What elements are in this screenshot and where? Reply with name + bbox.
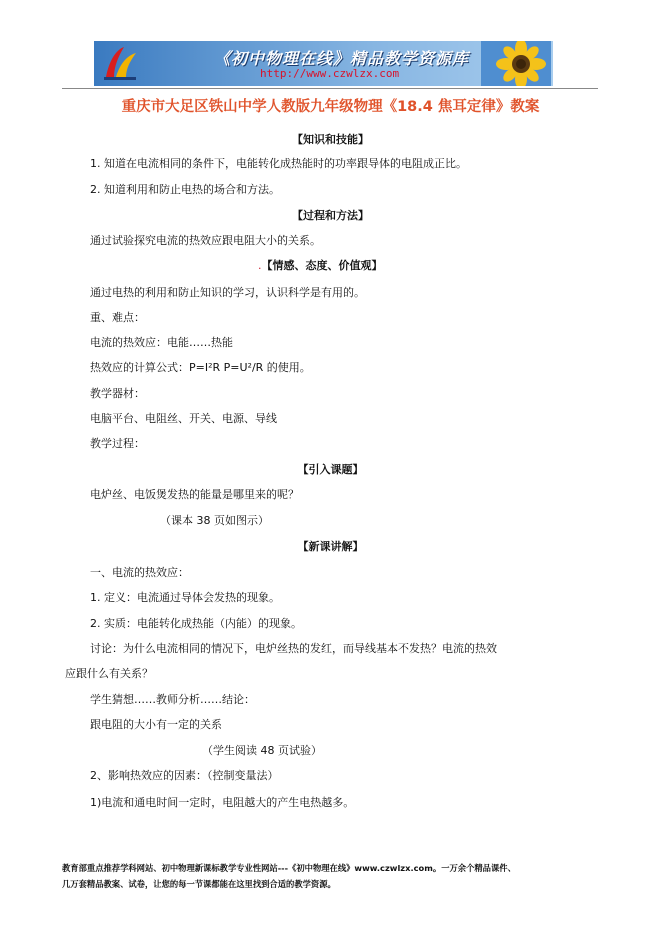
stray-mark: . bbox=[258, 259, 262, 272]
paragraph: 应跟什么有关系？ bbox=[65, 667, 153, 680]
paragraph: 电炉丝、电饭煲发热的能量是哪里来的呢？ bbox=[90, 488, 299, 501]
page-footer bbox=[62, 860, 602, 892]
footer-line: 教育部重点推荐学科网站、初中物理新课标教学专业性网站---《初中物理在线》www.czwlzx.com。一万余个精品课件、 bbox=[62, 863, 516, 873]
section-heading-new-lesson: 【新课讲解】 bbox=[297, 540, 364, 553]
paragraph: 1)电流和通电时间一定时，电阻越大的产生电热越多。 bbox=[90, 796, 355, 809]
section-heading-knowledge: 【知识和技能】 bbox=[292, 133, 369, 146]
paragraph: 电流的热效应：电能……热能 bbox=[90, 336, 233, 349]
paragraph: 2. 实质：电能转化成热能（内能）的现象。 bbox=[90, 617, 302, 630]
paragraph: 1. 知道在电流相同的条件下，电能转化成热能时的功率跟导体的电阻成正比。 bbox=[90, 157, 467, 170]
sunflower-icon bbox=[481, 41, 551, 86]
paragraph: 2、影响热效应的因素：（控制变量法） bbox=[90, 769, 279, 782]
header-banner bbox=[94, 41, 553, 86]
section-heading-attitude bbox=[258, 258, 383, 274]
site-logo-icon bbox=[100, 43, 140, 83]
banner-title: 《初中物理在线》精品教学资源库 bbox=[214, 49, 470, 68]
paragraph: 教学器材： bbox=[90, 387, 145, 400]
paragraph: 学生猜想……教师分析……结论： bbox=[90, 693, 255, 706]
paragraph: 一、电流的热效应： bbox=[90, 566, 189, 579]
banner-url: http://www.czwlzx.com bbox=[260, 67, 400, 80]
paragraph: 讨论：为什么电流相同的情况下，电炉丝热的发红，而导线基本不发热？电流的热效 bbox=[90, 642, 497, 655]
paragraph: （课本 38 页如图示） bbox=[160, 514, 269, 527]
paragraph: 通过试验探究电流的热效应跟电阻大小的关系。 bbox=[90, 234, 321, 247]
footer-line: 几万套精品教案、试卷，让您的每一节课都能在这里找到合适的教学资源。 bbox=[62, 879, 336, 889]
paragraph: 跟电阻的大小有一定的关系 bbox=[90, 718, 222, 731]
paragraph: 电脑平台、电阻丝、开关、电源、导线 bbox=[90, 412, 277, 425]
paragraph: 热效应的计算公式：P=I²R P=U²/R 的使用。 bbox=[90, 361, 311, 374]
section-heading-process: 【过程和方法】 bbox=[292, 209, 369, 222]
header-divider bbox=[62, 88, 598, 89]
paragraph: 通过电热的利用和防止知识的学习，认识科学是有用的。 bbox=[90, 286, 365, 299]
paragraph: 教学过程： bbox=[90, 437, 145, 450]
paragraph: 1. 定义：电流通过导体会发热的现象。 bbox=[90, 591, 280, 604]
paragraph: 重、难点： bbox=[90, 311, 145, 324]
paragraph: （学生阅读 48 页试验） bbox=[202, 744, 322, 757]
paragraph: 2. 知道利用和防止电热的场合和方法。 bbox=[90, 183, 280, 196]
document-title: 重庆市大足区铁山中学人教版九年级物理《18.4 焦耳定律》教案 bbox=[121, 99, 540, 115]
section-heading-intro: 【引入课题】 bbox=[297, 463, 364, 476]
section-heading-attitude-text: 【情感、态度、价值观】 bbox=[261, 259, 383, 272]
